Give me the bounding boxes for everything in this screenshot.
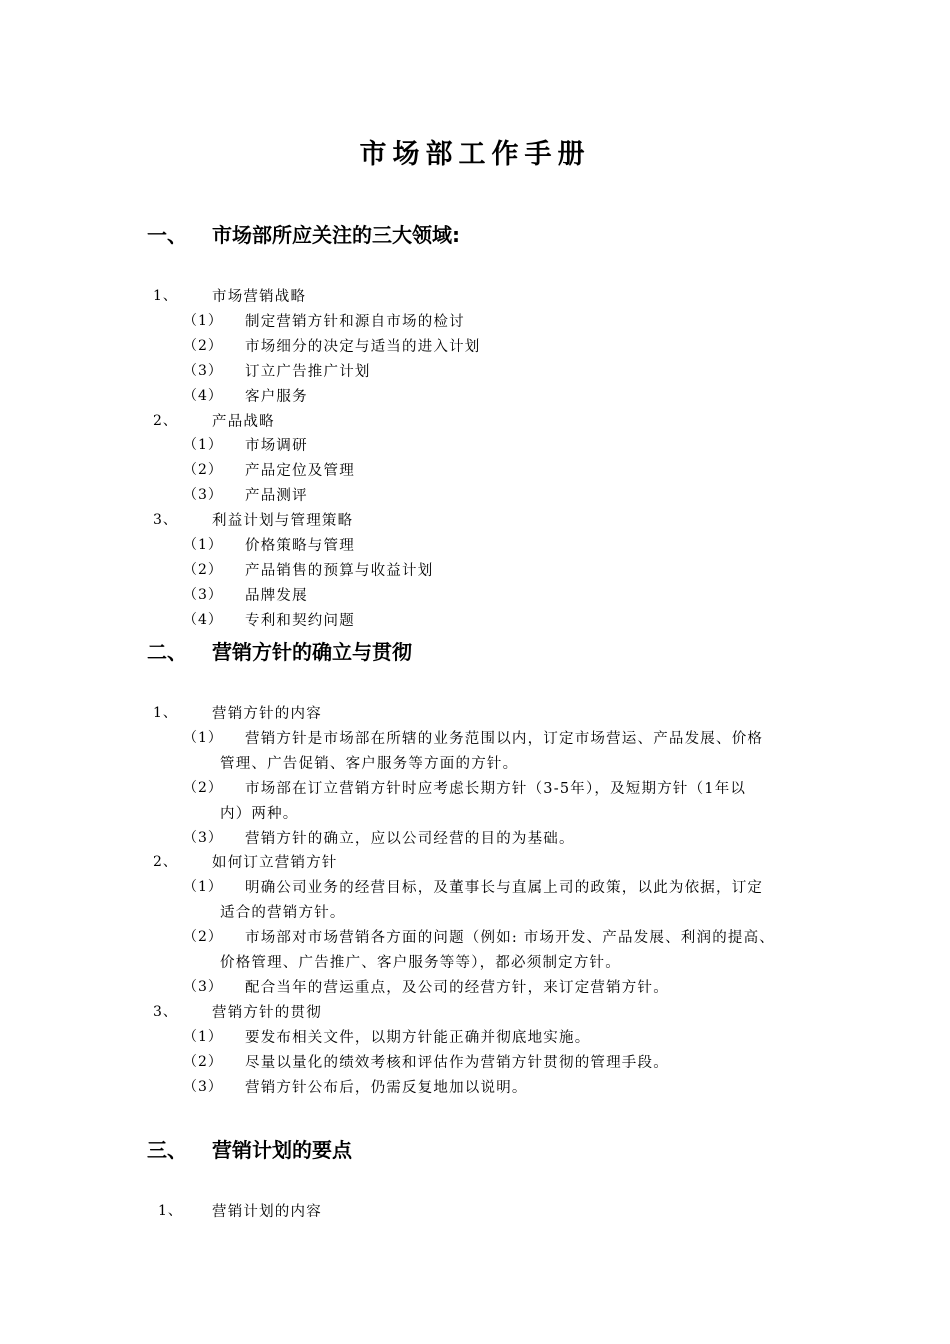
item-number: 3、 xyxy=(153,512,178,529)
section-number: 三、 xyxy=(147,1138,187,1162)
subitem-number: （2） xyxy=(183,462,223,479)
subitem-text: 价格管理、广告推广、客户服务等等），都必须制定方针。 xyxy=(220,955,621,971)
subitem-text: 产品定位及管理 xyxy=(245,463,355,480)
subitem-number: （3） xyxy=(183,1078,223,1095)
subitem-number: （3） xyxy=(183,978,223,995)
subitem-text: 产品销售的预算与收益计划 xyxy=(245,562,434,579)
item-number: 3、 xyxy=(153,1003,178,1020)
item-heading: 利益计划与管理策略 xyxy=(212,513,354,530)
subitem-number: （1） xyxy=(183,437,223,454)
subitem-text: 品牌发展 xyxy=(245,587,308,604)
subitem-text: 客户服务 xyxy=(245,388,308,405)
subitem-text: 尽量以量化的绩效考核和评估作为营销方针贯彻的管理手段。 xyxy=(245,1054,669,1071)
item-heading: 营销方针的贯彻 xyxy=(212,1004,322,1021)
subitem-text: 明确公司业务的经营目标，及董事长与直属上司的政策，以此为依据，订定 xyxy=(245,880,764,897)
item-heading: 市场营销战略 xyxy=(212,289,307,305)
item-number: 1、 xyxy=(153,705,178,721)
item-number: 1、 xyxy=(153,288,178,304)
subitem-number: （1） xyxy=(183,879,223,896)
subitem-number: （4） xyxy=(183,611,223,628)
subitem-number: （2） xyxy=(183,779,223,796)
subitem-number: （2） xyxy=(183,1053,223,1070)
subitem-number: （1） xyxy=(183,537,223,553)
subitem-number: （2） xyxy=(183,929,223,946)
subitem-number: （3） xyxy=(183,586,223,603)
item-heading: 营销计划的内容 xyxy=(212,1204,322,1220)
subitem-number: （4） xyxy=(183,387,223,404)
subitem-text: 制定营销方针和源自市场的检讨 xyxy=(245,313,465,330)
item-heading: 如何订立营销方针 xyxy=(212,855,338,872)
subitem-text: 内）两种。 xyxy=(220,805,299,822)
subitem-number: （1） xyxy=(183,1028,223,1045)
item-heading: 营销方针的内容 xyxy=(212,706,322,722)
section-number: 一、 xyxy=(147,223,187,247)
subitem-number: （2） xyxy=(183,337,223,354)
subitem-text: 营销方针的确立，应以公司经营的目的为基础。 xyxy=(245,830,575,847)
subitem-number: （1） xyxy=(183,729,223,746)
subitem-text: 市场调研 xyxy=(245,438,308,455)
section-heading: 营销方针的确立与贯彻 xyxy=(212,640,412,664)
item-number: 2、 xyxy=(153,854,178,871)
subitem-number: （2） xyxy=(183,561,223,578)
item-heading: 产品战略 xyxy=(212,413,275,430)
section-number: 二、 xyxy=(147,640,187,664)
subitem-number: （3） xyxy=(183,829,223,846)
subitem-text: 市场部对市场营销各方面的问题（例如: 市场开发、产品发展、利润的提高、 xyxy=(245,930,775,947)
subitem-text: 营销方针是市场部在所辖的业务范围以内，订定市场营运、产品发展、价格 xyxy=(245,730,764,747)
subitem-text: 营销方针公布后，仍需反复地加以说明。 xyxy=(245,1079,528,1096)
subitem-text: 订立广告推广计划 xyxy=(245,363,371,380)
subitem-text: 价格策略与管理 xyxy=(245,538,355,554)
subitem-number: （3） xyxy=(183,362,223,379)
subitem-text: 适合的营销方针。 xyxy=(220,905,346,922)
subitem-text: 市场部在订立营销方针时应考虑长期方针（3-5年），及短期方针（1年以 xyxy=(245,780,747,797)
item-number: 1、 xyxy=(158,1203,183,1219)
item-number: 2、 xyxy=(153,412,178,429)
document-title: 市场部工作手册 xyxy=(359,139,591,170)
section-heading: 市场部所应关注的三大领域: xyxy=(212,223,460,247)
subitem-text: 管理、广告促销、客户服务等方面的方针。 xyxy=(220,755,519,772)
subitem-number: （3） xyxy=(183,487,223,504)
subitem-text: 产品测评 xyxy=(245,488,308,505)
subitem-text: 市场细分的决定与适当的进入计划 xyxy=(245,338,481,355)
section-heading: 营销计划的要点 xyxy=(212,1138,352,1162)
subitem-text: 专利和契约问题 xyxy=(245,612,355,629)
subitem-number: （1） xyxy=(183,312,223,329)
subitem-text: 配合当年的营运重点，及公司的经营方针，来订定营销方针。 xyxy=(245,979,669,996)
subitem-text: 要发布相关文件，以期方针能正确并彻底地实施。 xyxy=(245,1029,591,1046)
